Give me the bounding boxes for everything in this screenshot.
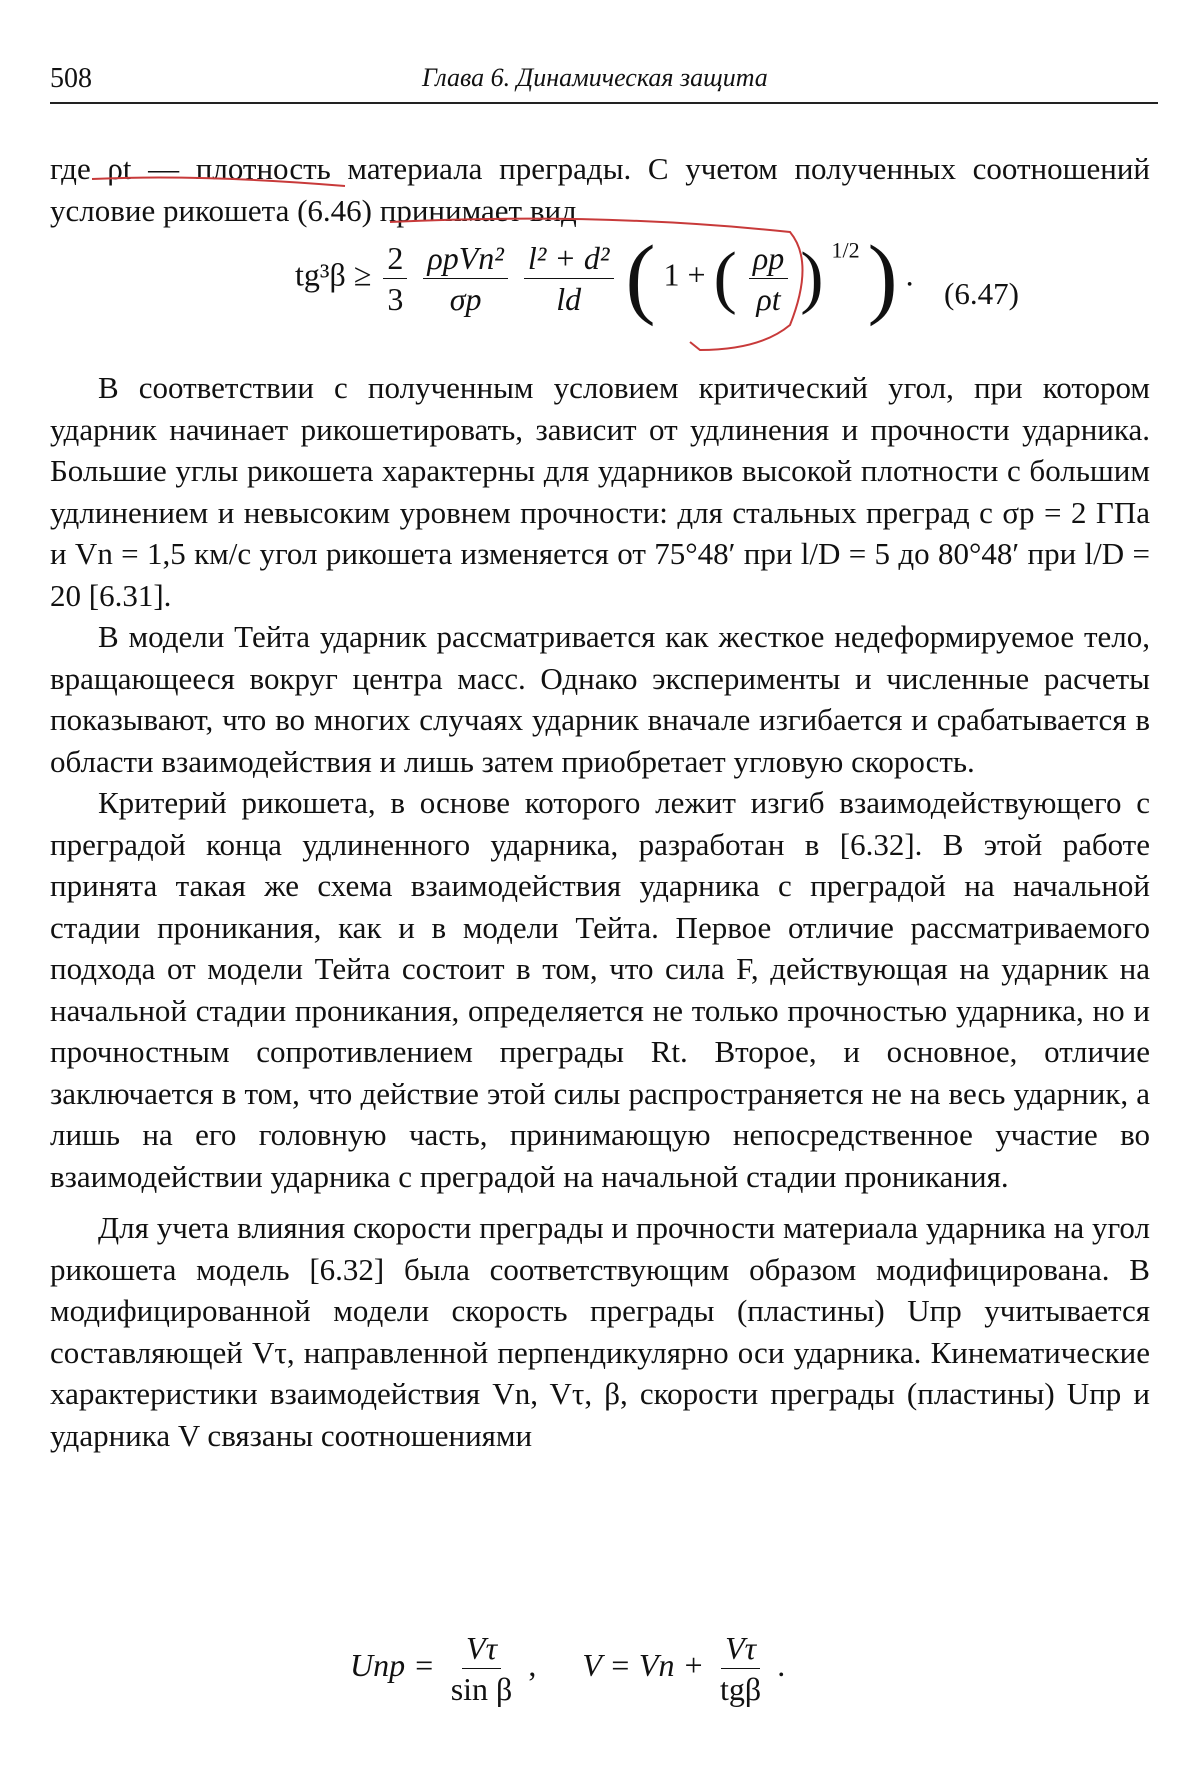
- paren-close: ): [800, 239, 824, 316]
- paragraph-ricochet-criterion: Критерий рикошета, в основе которого лежит изгиб взаимодействующего с преградой конца удлиненного ударника, разработан в [6.32]. В этой работе принята такая же схема взаимодействия ударника с преградой на начальной стадии проникания, как и в модели Тейта. Первое отличие рассматриваемого подхода от модели Тейта состоит в том, что сила F, действующая на ударник на начальной стадии проникания, определяется не только прочностью ударника, но и прочностным сопротивлением преграды Rt. Второе, и основное, отличие заключается в том, что действие этой силы распространяется не на весь ударник, а лишь на его головную часть, принимающую непосредственное участие во взаимодействии ударника с преградой на начальной стадии проникания.: [50, 785, 1150, 1194]
- v-den: tgβ: [720, 1671, 762, 1707]
- v-lhs: V = Vn +: [582, 1646, 705, 1683]
- intro-paragraph: где ρt — плотность материала преграды. С учетом полученных соотношений условие рикошета (6.46) принимает вид: [50, 151, 1150, 228]
- coef-den: 3: [387, 280, 404, 317]
- equation-label: (6.47): [944, 276, 1019, 311]
- v-num: Vτ: [721, 1632, 760, 1669]
- v-fraction: [716, 1632, 765, 1705]
- length-den: ld: [556, 280, 582, 317]
- intro-paragraph-block: [50, 148, 1150, 231]
- density-num: ρpVn²: [423, 242, 508, 279]
- running-title: Глава 6. Динамическая защита: [422, 63, 768, 92]
- big-paren-close: ): [867, 228, 898, 327]
- u-fraction: [447, 1632, 517, 1705]
- formula-separator: ,: [528, 1646, 537, 1683]
- paren-open: (: [713, 239, 737, 316]
- body-text-block: [50, 367, 1150, 1456]
- formula-6-47: [295, 228, 914, 327]
- formula-end: .: [905, 256, 914, 293]
- formula-velocity: [350, 1632, 785, 1705]
- ratio-num: ρp: [749, 242, 788, 279]
- paragraph-modified-model: Для учета влияния скорости преграды и прочности материала ударника на угол рикошета модель [6.32] была соответствующим образом модифицирована. В модифицированной модели скорость преграды (пластины) Uпр учитывается составляющей Vτ, направленной перпендикулярно оси ударника. Кинематические характеристики взаимодействия Vn, Vτ, β, скорости преграды (пластины) Uпр и ударника V связаны соотношениями: [50, 1210, 1150, 1453]
- paragraph-critical-angle: В соответствии с полученным условием критический угол, при котором ударник начинает рикошетировать, зависит от удлинения и прочности ударника. Большие углы рикошета характерны для ударников высокой плотности с большим удлинением и невысоким уровнем прочности: для стальных преград с σp = 2 ГПа и Vn = 1,5 км/с угол рикошета изменяется от 75°48′ при l/D = 5 до 80°48′ при l/D = 20 [6.31].: [50, 370, 1150, 613]
- big-paren-open: (: [625, 228, 656, 327]
- paragraph-tate-model: В модели Тейта ударник рассматривается как жесткое недеформируемое тело, вращающееся вокруг центра масс. Однако эксперименты и численные расчеты показывают, что во многих случаях ударник вначале изгибается и срабатывается в области взаимодействия и лишь затем приобретает угловую скорость.: [50, 619, 1150, 779]
- u-lhs: Uпр =: [350, 1646, 435, 1683]
- u-den: sin β: [450, 1671, 513, 1707]
- length-fraction: [524, 239, 614, 317]
- formula-lhs: tg³β ≥: [295, 256, 372, 293]
- u-num: Vτ: [462, 1632, 501, 1669]
- density-den: σp: [449, 280, 482, 317]
- density-fraction: [423, 239, 508, 317]
- length-num: l² + d²: [524, 242, 614, 279]
- page-header: [50, 55, 1158, 105]
- header-rule: [50, 102, 1158, 104]
- formula-final-end: .: [777, 1646, 786, 1683]
- coef-num: 2: [383, 242, 407, 279]
- coef-fraction: [383, 239, 407, 317]
- one-plus: 1 +: [663, 256, 706, 293]
- ratio-fraction: [749, 239, 788, 317]
- ratio-den: ρt: [756, 280, 781, 317]
- page-number: 508: [50, 63, 92, 94]
- exponent: 1/2: [831, 237, 860, 263]
